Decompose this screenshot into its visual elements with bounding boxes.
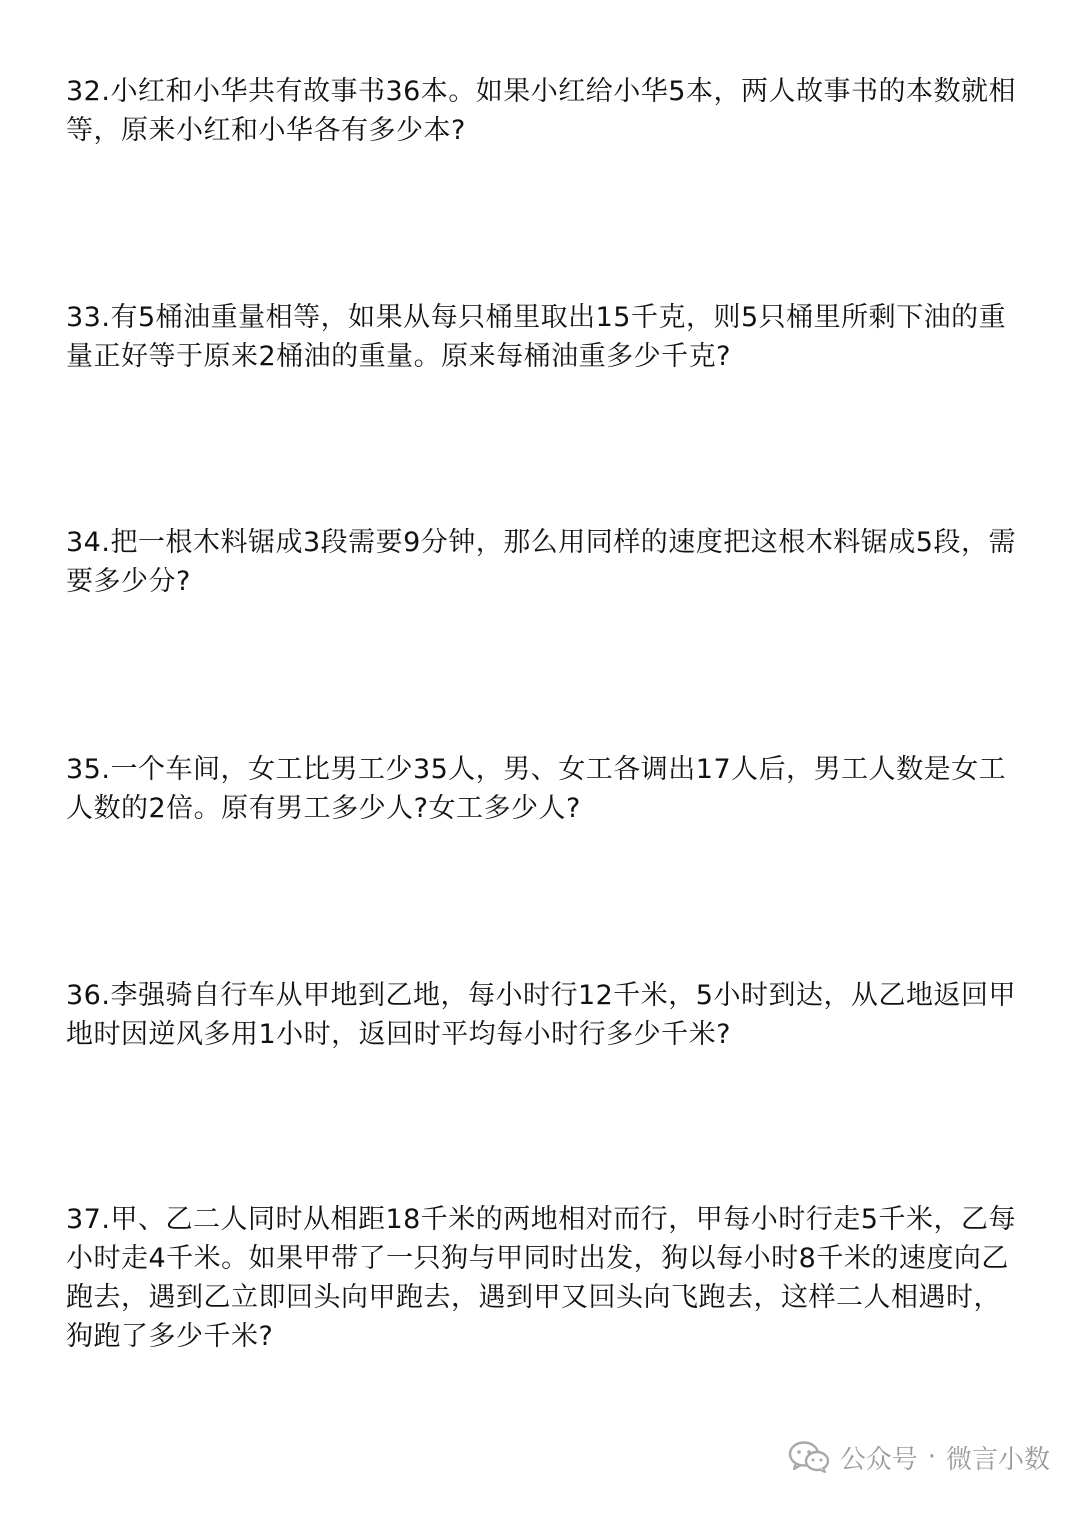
problem-32: 32.小红和小华共有故事书36本。如果小红给小华5本，两人故事书的本数就相等，原来小红和小华各有多少本? xyxy=(66,76,1016,146)
watermark-separator: · xyxy=(927,1442,936,1472)
problem-34: 34.把一根木料锯成3段需要9分钟，那么用同样的速度把这根木料锯成5段，需要多少分? xyxy=(66,527,1016,597)
problem-36: 36.李强骑自行车从甲地到乙地，每小时行12千米，5小时到达，从乙地返回甲地时因逆风多用1小时，返回时平均每小时行多少千米? xyxy=(66,980,1016,1050)
watermark-account: 微言小数 xyxy=(945,1444,1050,1475)
problem-37: 37.甲、乙二人同时从相距18千米的两地相对而行，甲每小时行走5千米，乙每小时走4千米。如果甲带了一只狗与甲同时出发，狗以每小时8千米的速度向乙跑去，遇到乙立即回头向甲跑去，遇到甲又回头向飞跑去，这样二人相遇时，狗跑了多少千米? xyxy=(66,1204,1016,1352)
problem-33: 33.有5桶油重量相等，如果从每只桶里取出15千克，则5只桶里所剩下油的重量正好等于原来2桶油的重量。原来每桶油重多少千克? xyxy=(66,302,1007,372)
wechat-icon xyxy=(788,1440,830,1474)
watermark xyxy=(788,1437,1050,1477)
problem-35: 35.一个车间，女工比男工少35人，男、女工各调出17人后，男工人数是女工人数的2倍。原有男工多少人?女工多少人? xyxy=(66,754,1007,824)
watermark-label: 公众号 xyxy=(839,1444,918,1475)
